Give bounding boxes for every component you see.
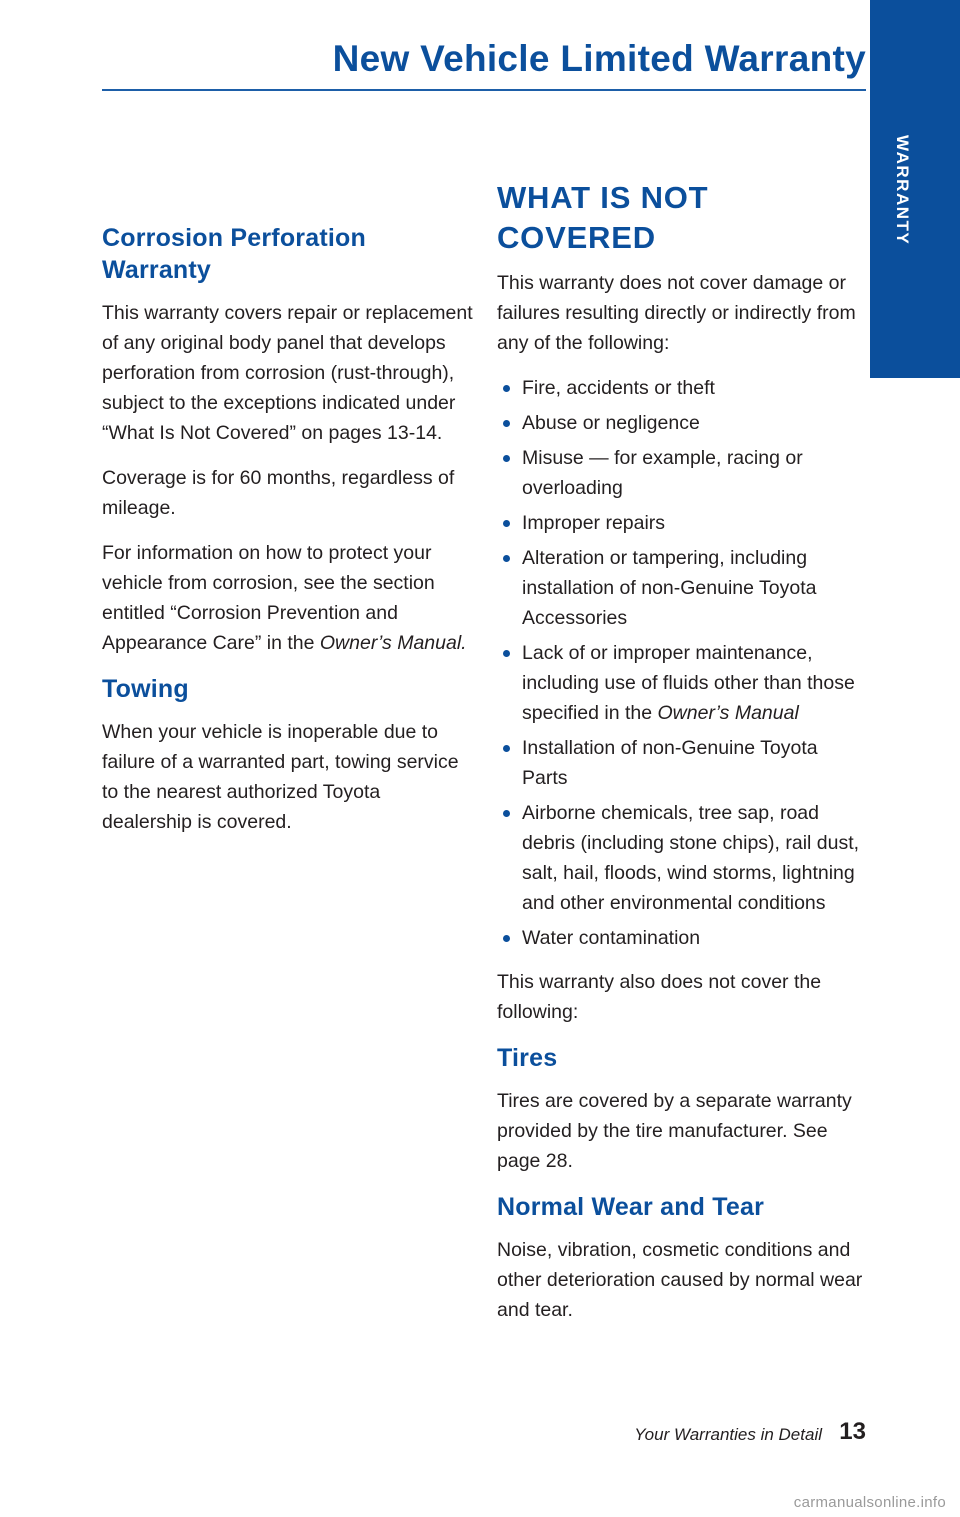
not-covered-heading: WHAT IS NOT COVERED xyxy=(497,180,709,255)
list-item: Fire, accidents or theft xyxy=(497,373,867,403)
list-item xyxy=(497,638,867,728)
list-item: Water contamination xyxy=(497,923,867,953)
list-item: Abuse or negligence xyxy=(497,408,867,438)
watermark: carmanualsonline.info xyxy=(793,1494,946,1511)
corrosion-paragraph-1: This warranty covers repair or replacement of any original body panel that develops perforation from corrosion (rust-through), subject to the exceptions indicated under “What Is Not Covered” on pages 13-14. xyxy=(102,302,473,444)
right-column xyxy=(497,178,867,1340)
corrosion-heading: Corrosion Perforation Warranty xyxy=(102,224,366,284)
not-covered-list xyxy=(497,373,867,953)
towing-paragraph: When your vehicle is inoperable due to failure of a warranted part, towing service to the nearest authorized Toyota dealership is covered. xyxy=(102,721,459,833)
list-item: Alteration or tampering, including installation of non-Genuine Toyota Accessories xyxy=(497,543,867,633)
owners-manual-reference: Owner’s Manual xyxy=(657,702,799,724)
wear-heading: Normal Wear and Tear xyxy=(497,1193,765,1221)
page-number: 13 xyxy=(839,1418,866,1445)
left-column xyxy=(102,222,474,852)
side-tab-label: WARRANTY xyxy=(893,135,912,246)
corrosion-paragraph-3 xyxy=(102,538,474,658)
wear-paragraph: Noise, vibration, cosmetic conditions and other deterioration caused by normal wear and tear. xyxy=(497,1239,863,1321)
towing-heading: Towing xyxy=(102,675,189,703)
page-header-title: New Vehicle Limited Warranty xyxy=(332,38,866,79)
corrosion-paragraph-2: Coverage is for 60 months, regardless of mileage. xyxy=(102,467,455,519)
not-covered-also: This warranty also does not cover the following: xyxy=(497,971,822,1023)
footer-label: Your Warranties in Detail xyxy=(634,1425,822,1444)
list-item: Airborne chemicals, tree sap, road debris (including stone chips), rail dust, salt, hail, floods, wind storms, lightning and other environmental conditions xyxy=(497,798,867,918)
side-tab xyxy=(870,0,960,378)
list-item: Improper repairs xyxy=(497,508,867,538)
not-covered-intro: This warranty does not cover damage or failures resulting directly or indirectly from any of the following: xyxy=(497,272,856,354)
list-item: Misuse — for example, racing or overloading xyxy=(497,443,867,503)
tires-paragraph: Tires are covered by a separate warranty provided by the tire manufacturer. See page 28. xyxy=(497,1090,852,1172)
list-item-text: Lack of or improper maintenance, including use of fluids other than those specified in the xyxy=(522,642,855,724)
corrosion-paragraph-3-text: For information on how to protect your vehicle from corrosion, see the section entitled “Corrosion Prevention and Appearance Care” in the xyxy=(102,542,435,654)
list-item: Installation of non-Genuine Toyota Parts xyxy=(497,733,867,793)
header-rule xyxy=(102,89,866,91)
tires-heading: Tires xyxy=(497,1044,558,1072)
owners-manual-reference: Owner’s Manual. xyxy=(319,632,467,654)
